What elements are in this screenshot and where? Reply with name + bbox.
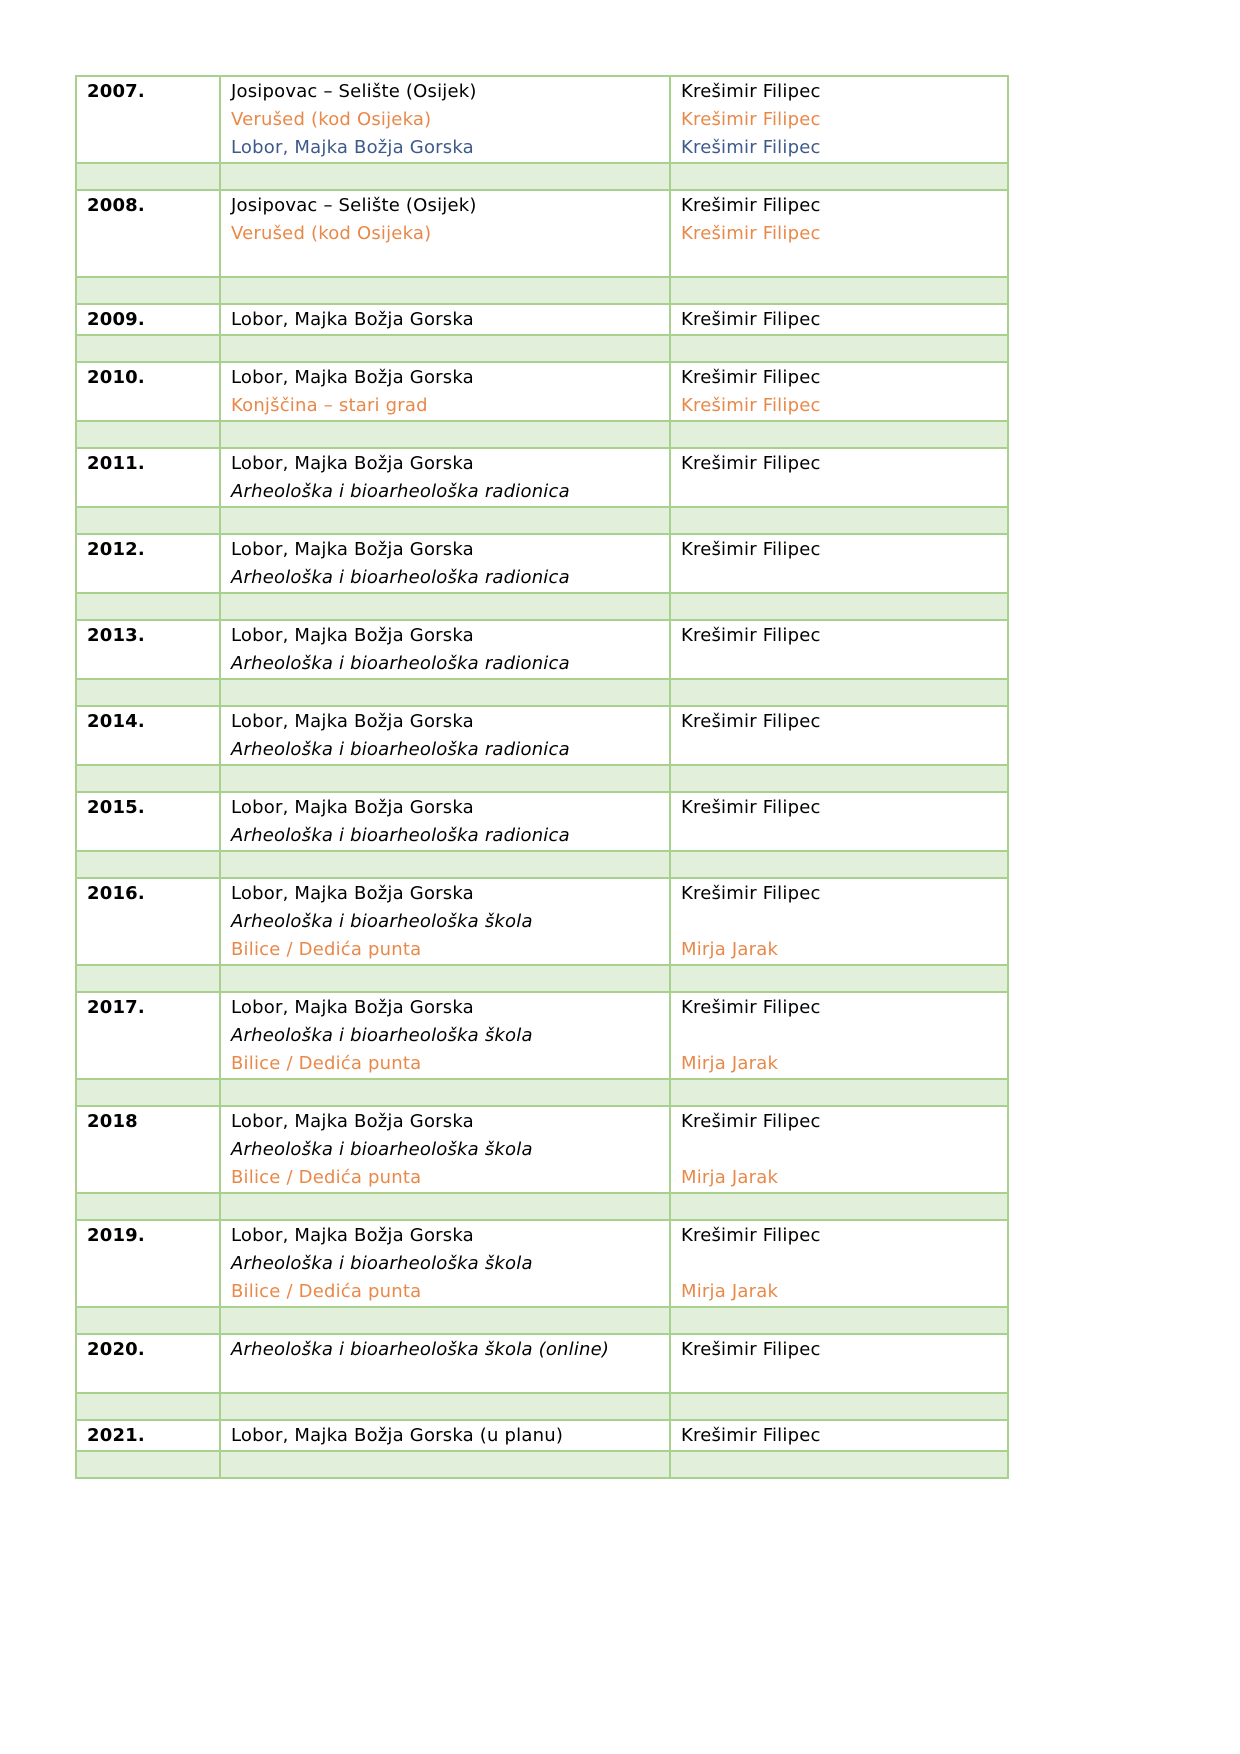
year-cell: 2017. [76,992,220,1079]
location-line: Lobor, Majka Božja Gorska [231,711,474,732]
location-line: Lobor, Majka Božja Gorska [231,367,474,388]
separator-cell [76,335,220,362]
separator-row [76,277,1008,304]
separator-cell [670,1451,1008,1478]
location-cell [220,362,670,421]
leader-name: Krešimir Filipec [681,137,821,158]
leader-cell [670,362,1008,421]
separator-cell [220,335,670,362]
separator-cell [670,1193,1008,1220]
separator-cell [670,851,1008,878]
year-cell: 2021. [76,1420,220,1451]
separator-cell [76,277,220,304]
location-line: Arheološka i bioarheološka škola [231,1025,533,1046]
leader-name [681,736,997,764]
table-row [76,448,1008,507]
separator-cell [76,1307,220,1334]
separator-cell [76,163,220,190]
leader-name: Krešimir Filipec [681,453,821,474]
separator-cell [220,1451,670,1478]
separator-row [76,421,1008,448]
location-line: Konjščina – stari grad [231,395,428,416]
table-row [76,878,1008,965]
location-line: Arheološka i bioarheološka radionica [231,567,570,588]
leader-name [681,1250,997,1278]
separator-cell [76,965,220,992]
leader-name [681,564,997,592]
separator-cell [220,507,670,534]
table-row [76,620,1008,679]
leader-name: Krešimir Filipec [681,997,821,1018]
leader-name: Krešimir Filipec [681,109,821,130]
leader-name [681,1136,997,1164]
location-line: Lobor, Majka Božja Gorska (u planu) [231,1425,564,1446]
location-line: Arheološka i bioarheološka škola [231,1139,533,1160]
separator-cell [670,507,1008,534]
location-line: Arheološka i bioarheološka radionica [231,739,570,760]
location-line: Verušed (kod Osijeka) [231,223,432,244]
location-line: Arheološka i bioarheološka radionica [231,825,570,846]
leader-name: Krešimir Filipec [681,81,821,102]
separator-row [76,1451,1008,1478]
separator-row [76,1307,1008,1334]
location-line: Lobor, Majka Božja Gorska [231,539,474,560]
year-cell: 2016. [76,878,220,965]
separator-cell [220,965,670,992]
leader-name: Mirja Jarak [681,939,779,960]
separator-row [76,1079,1008,1106]
leader-name: Krešimir Filipec [681,797,821,818]
separator-cell [670,965,1008,992]
leader-name [681,908,997,936]
leader-name: Mirja Jarak [681,1053,779,1074]
location-line: Lobor, Majka Božja Gorska [231,1225,474,1246]
location-cell [220,1106,670,1193]
separator-cell [76,421,220,448]
year-cell: 2013. [76,620,220,679]
leader-name: Krešimir Filipec [681,711,821,732]
separator-cell [670,163,1008,190]
leader-cell [670,878,1008,965]
separator-row [76,335,1008,362]
leader-name: Krešimir Filipec [681,1225,821,1246]
location-line: Lobor, Majka Božja Gorska [231,137,474,158]
location-line [231,248,659,276]
location-cell [220,1334,670,1393]
table-row [76,706,1008,765]
separator-cell [76,765,220,792]
location-cell [220,534,670,593]
separator-row [76,965,1008,992]
location-cell [220,992,670,1079]
separator-cell [220,765,670,792]
separator-row [76,679,1008,706]
leader-cell [670,1420,1008,1451]
year-cell: 2014. [76,706,220,765]
table-row [76,534,1008,593]
year-cell: 2011. [76,448,220,507]
location-cell [220,706,670,765]
separator-row [76,851,1008,878]
separator-row [76,163,1008,190]
location-cell [220,792,670,851]
leader-cell [670,534,1008,593]
location-cell [220,620,670,679]
separator-row [76,765,1008,792]
leader-name: Krešimir Filipec [681,625,821,646]
location-cell [220,1220,670,1307]
leader-name: Krešimir Filipec [681,883,821,904]
separator-cell [220,163,670,190]
leader-name: Mirja Jarak [681,1167,779,1188]
location-cell [220,1420,670,1451]
leader-cell [670,190,1008,277]
leader-name [681,650,997,678]
location-line: Arheološka i bioarheološka škola [231,911,533,932]
location-cell [220,448,670,507]
separator-cell [76,1393,220,1420]
separator-cell [76,507,220,534]
location-line: Lobor, Majka Božja Gorska [231,1111,474,1132]
location-cell [220,878,670,965]
year-cell: 2009. [76,304,220,335]
leader-cell [670,1220,1008,1307]
separator-cell [670,765,1008,792]
location-line: Lobor, Majka Božja Gorska [231,309,474,330]
table-row [76,190,1008,277]
year-cell: 2018 [76,1106,220,1193]
separator-cell [670,1307,1008,1334]
location-line: Josipovac – Selište (Osijek) [231,81,477,102]
year-cell: 2012. [76,534,220,593]
separator-cell [220,1193,670,1220]
leader-name: Krešimir Filipec [681,195,821,216]
table-row [76,304,1008,335]
separator-cell [220,1393,670,1420]
separator-cell [220,851,670,878]
location-line: Verušed (kod Osijeka) [231,109,432,130]
separator-cell [76,851,220,878]
separator-cell [220,1307,670,1334]
location-line: Lobor, Majka Božja Gorska [231,997,474,1018]
separator-cell [670,1393,1008,1420]
leader-cell [670,1106,1008,1193]
leader-name: Krešimir Filipec [681,367,821,388]
location-line: Bilice / Dedića punta [231,939,422,960]
table-row [76,792,1008,851]
table-row [76,1420,1008,1451]
year-cell: 2010. [76,362,220,421]
leader-name [681,1022,997,1050]
separator-cell [670,593,1008,620]
location-cell [220,304,670,335]
leader-name: Krešimir Filipec [681,1339,821,1360]
excavation-table [75,75,1009,1479]
separator-cell [76,679,220,706]
leader-cell [670,76,1008,163]
separator-cell [670,1079,1008,1106]
table-row [76,992,1008,1079]
leader-name: Krešimir Filipec [681,223,821,244]
leader-name: Krešimir Filipec [681,1425,821,1446]
location-line: Bilice / Dedića punta [231,1167,422,1188]
leader-name [681,1364,997,1392]
location-line: Arheološka i bioarheološka škola (online) [231,1339,610,1360]
table-body [76,76,1008,1478]
leader-name: Krešimir Filipec [681,395,821,416]
location-cell [220,190,670,277]
location-line: Arheološka i bioarheološka škola [231,1253,533,1274]
location-line: Lobor, Majka Božja Gorska [231,883,474,904]
separator-cell [220,1079,670,1106]
leader-name [681,822,997,850]
year-cell: 2020. [76,1334,220,1393]
leader-cell [670,792,1008,851]
leader-cell [670,448,1008,507]
separator-cell [670,335,1008,362]
separator-cell [220,679,670,706]
location-line: Lobor, Majka Božja Gorska [231,625,474,646]
leader-cell [670,706,1008,765]
separator-cell [220,421,670,448]
separator-row [76,1193,1008,1220]
location-line: Lobor, Majka Božja Gorska [231,797,474,818]
leader-name: Mirja Jarak [681,1281,779,1302]
table-row [76,362,1008,421]
leader-name: Krešimir Filipec [681,1111,821,1132]
leader-cell [670,620,1008,679]
table-row [76,1106,1008,1193]
location-line: Arheološka i bioarheološka radionica [231,653,570,674]
separator-row [76,507,1008,534]
separator-cell [76,1079,220,1106]
separator-cell [220,277,670,304]
separator-cell [220,593,670,620]
year-cell: 2007. [76,76,220,163]
leader-cell [670,1334,1008,1393]
year-cell: 2008. [76,190,220,277]
location-line: Bilice / Dedića punta [231,1053,422,1074]
leader-name [681,478,997,506]
table-row [76,76,1008,163]
separator-cell [76,593,220,620]
separator-cell [76,1193,220,1220]
location-line: Josipovac – Selište (Osijek) [231,195,477,216]
leader-cell [670,304,1008,335]
separator-cell [76,1451,220,1478]
year-cell: 2019. [76,1220,220,1307]
location-cell [220,76,670,163]
location-line: Bilice / Dedića punta [231,1281,422,1302]
location-line: Lobor, Majka Božja Gorska [231,453,474,474]
leader-name: Krešimir Filipec [681,309,821,330]
location-line [231,1364,659,1392]
separator-cell [670,277,1008,304]
leader-name [681,248,997,276]
leader-cell [670,992,1008,1079]
separator-cell [670,421,1008,448]
separator-row [76,1393,1008,1420]
table-row [76,1220,1008,1307]
leader-name: Krešimir Filipec [681,539,821,560]
separator-cell [670,679,1008,706]
year-cell: 2015. [76,792,220,851]
separator-row [76,593,1008,620]
location-line: Arheološka i bioarheološka radionica [231,481,570,502]
table-row [76,1334,1008,1393]
